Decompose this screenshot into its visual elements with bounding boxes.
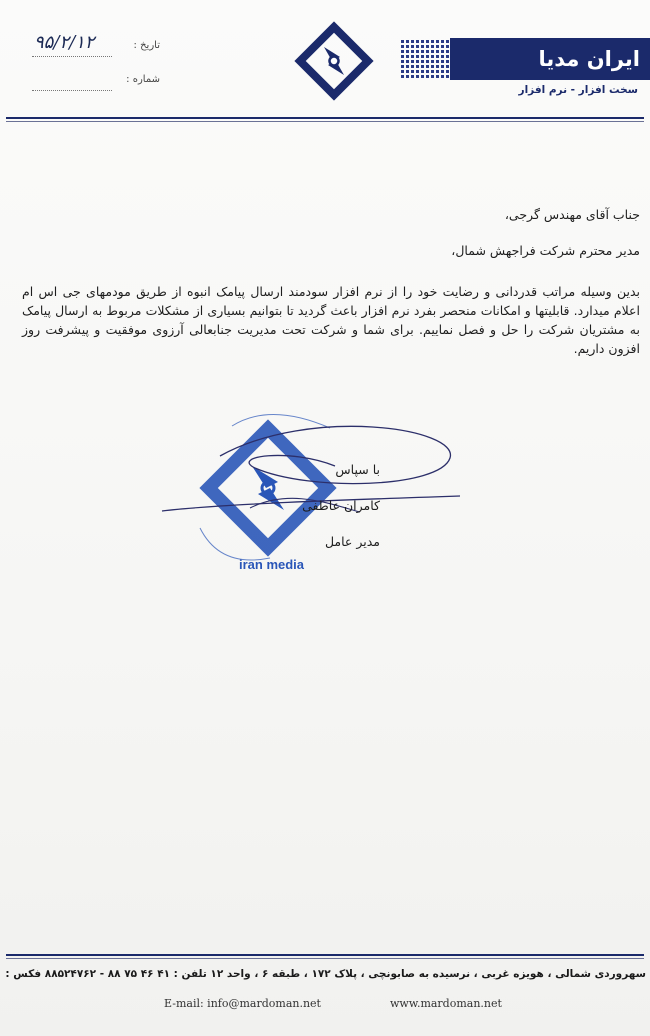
signature-block — [300, 452, 380, 560]
company-logo-icon — [292, 22, 376, 100]
footer-address: سهروردی شمالی ، هویزه غربی ، نرسیده به صابونچی ، پلاک ۱۷۲ ، طبقه ۶ ، واحد ۱۲ تلفن : ۴۱ ۴۶ ۷۵ ۸۸ - ۸۸۵۲۴۷۶۲ فکس : — [5, 968, 646, 980]
date-label: تاریخ : — [133, 40, 160, 51]
closing-text: با سپاس — [335, 462, 380, 477]
stamp-label-en: iran media — [239, 557, 305, 572]
date-value: ۹۵/۲/۱۲ — [34, 32, 95, 53]
footer-email: E-mail: info@mardoman.net — [164, 997, 321, 1010]
signer-title: مدیر عامل — [324, 534, 380, 549]
signer-name: کامران عاطفی — [302, 498, 380, 513]
letter-body — [22, 200, 640, 358]
brand-subtitle: سخت افزار - نرم افزار — [518, 84, 638, 96]
letter-paragraph: بدین وسیله مراتب قدردانی و رضایت خود را از نرم افزار سودمند ارسال پیامک انبوه از طریق مودمهای جی اس ام اعلام میدارد. قابلیتها و امکانات منحصر بفرد نرم افزار باعث گردید تا بتوانیم بسیاری از مشکلات مربوط به ارسال پیامک به مشتریان شرکت را حل و فصل نماییم. برای شما و شرکت تحت مدیریت جنابعالی آرزوی موفقیت و پیشرفت روز افزون داریم. — [22, 284, 640, 356]
addressee-title: مدیر محترم شرکت فراجهش شمال، — [451, 243, 640, 258]
letter-meta — [10, 30, 160, 98]
addressee-name: جناب آقای مهندس گرجی، — [504, 207, 640, 222]
footer-website: www.mardoman.net — [390, 997, 502, 1010]
logo-dot-grid — [399, 38, 451, 80]
date-row — [10, 30, 160, 64]
brand-name: ایران مدیا — [450, 38, 650, 80]
footer-divider — [6, 954, 644, 956]
header-divider — [6, 117, 644, 119]
number-label: شماره : — [126, 74, 160, 85]
number-row — [10, 64, 160, 98]
